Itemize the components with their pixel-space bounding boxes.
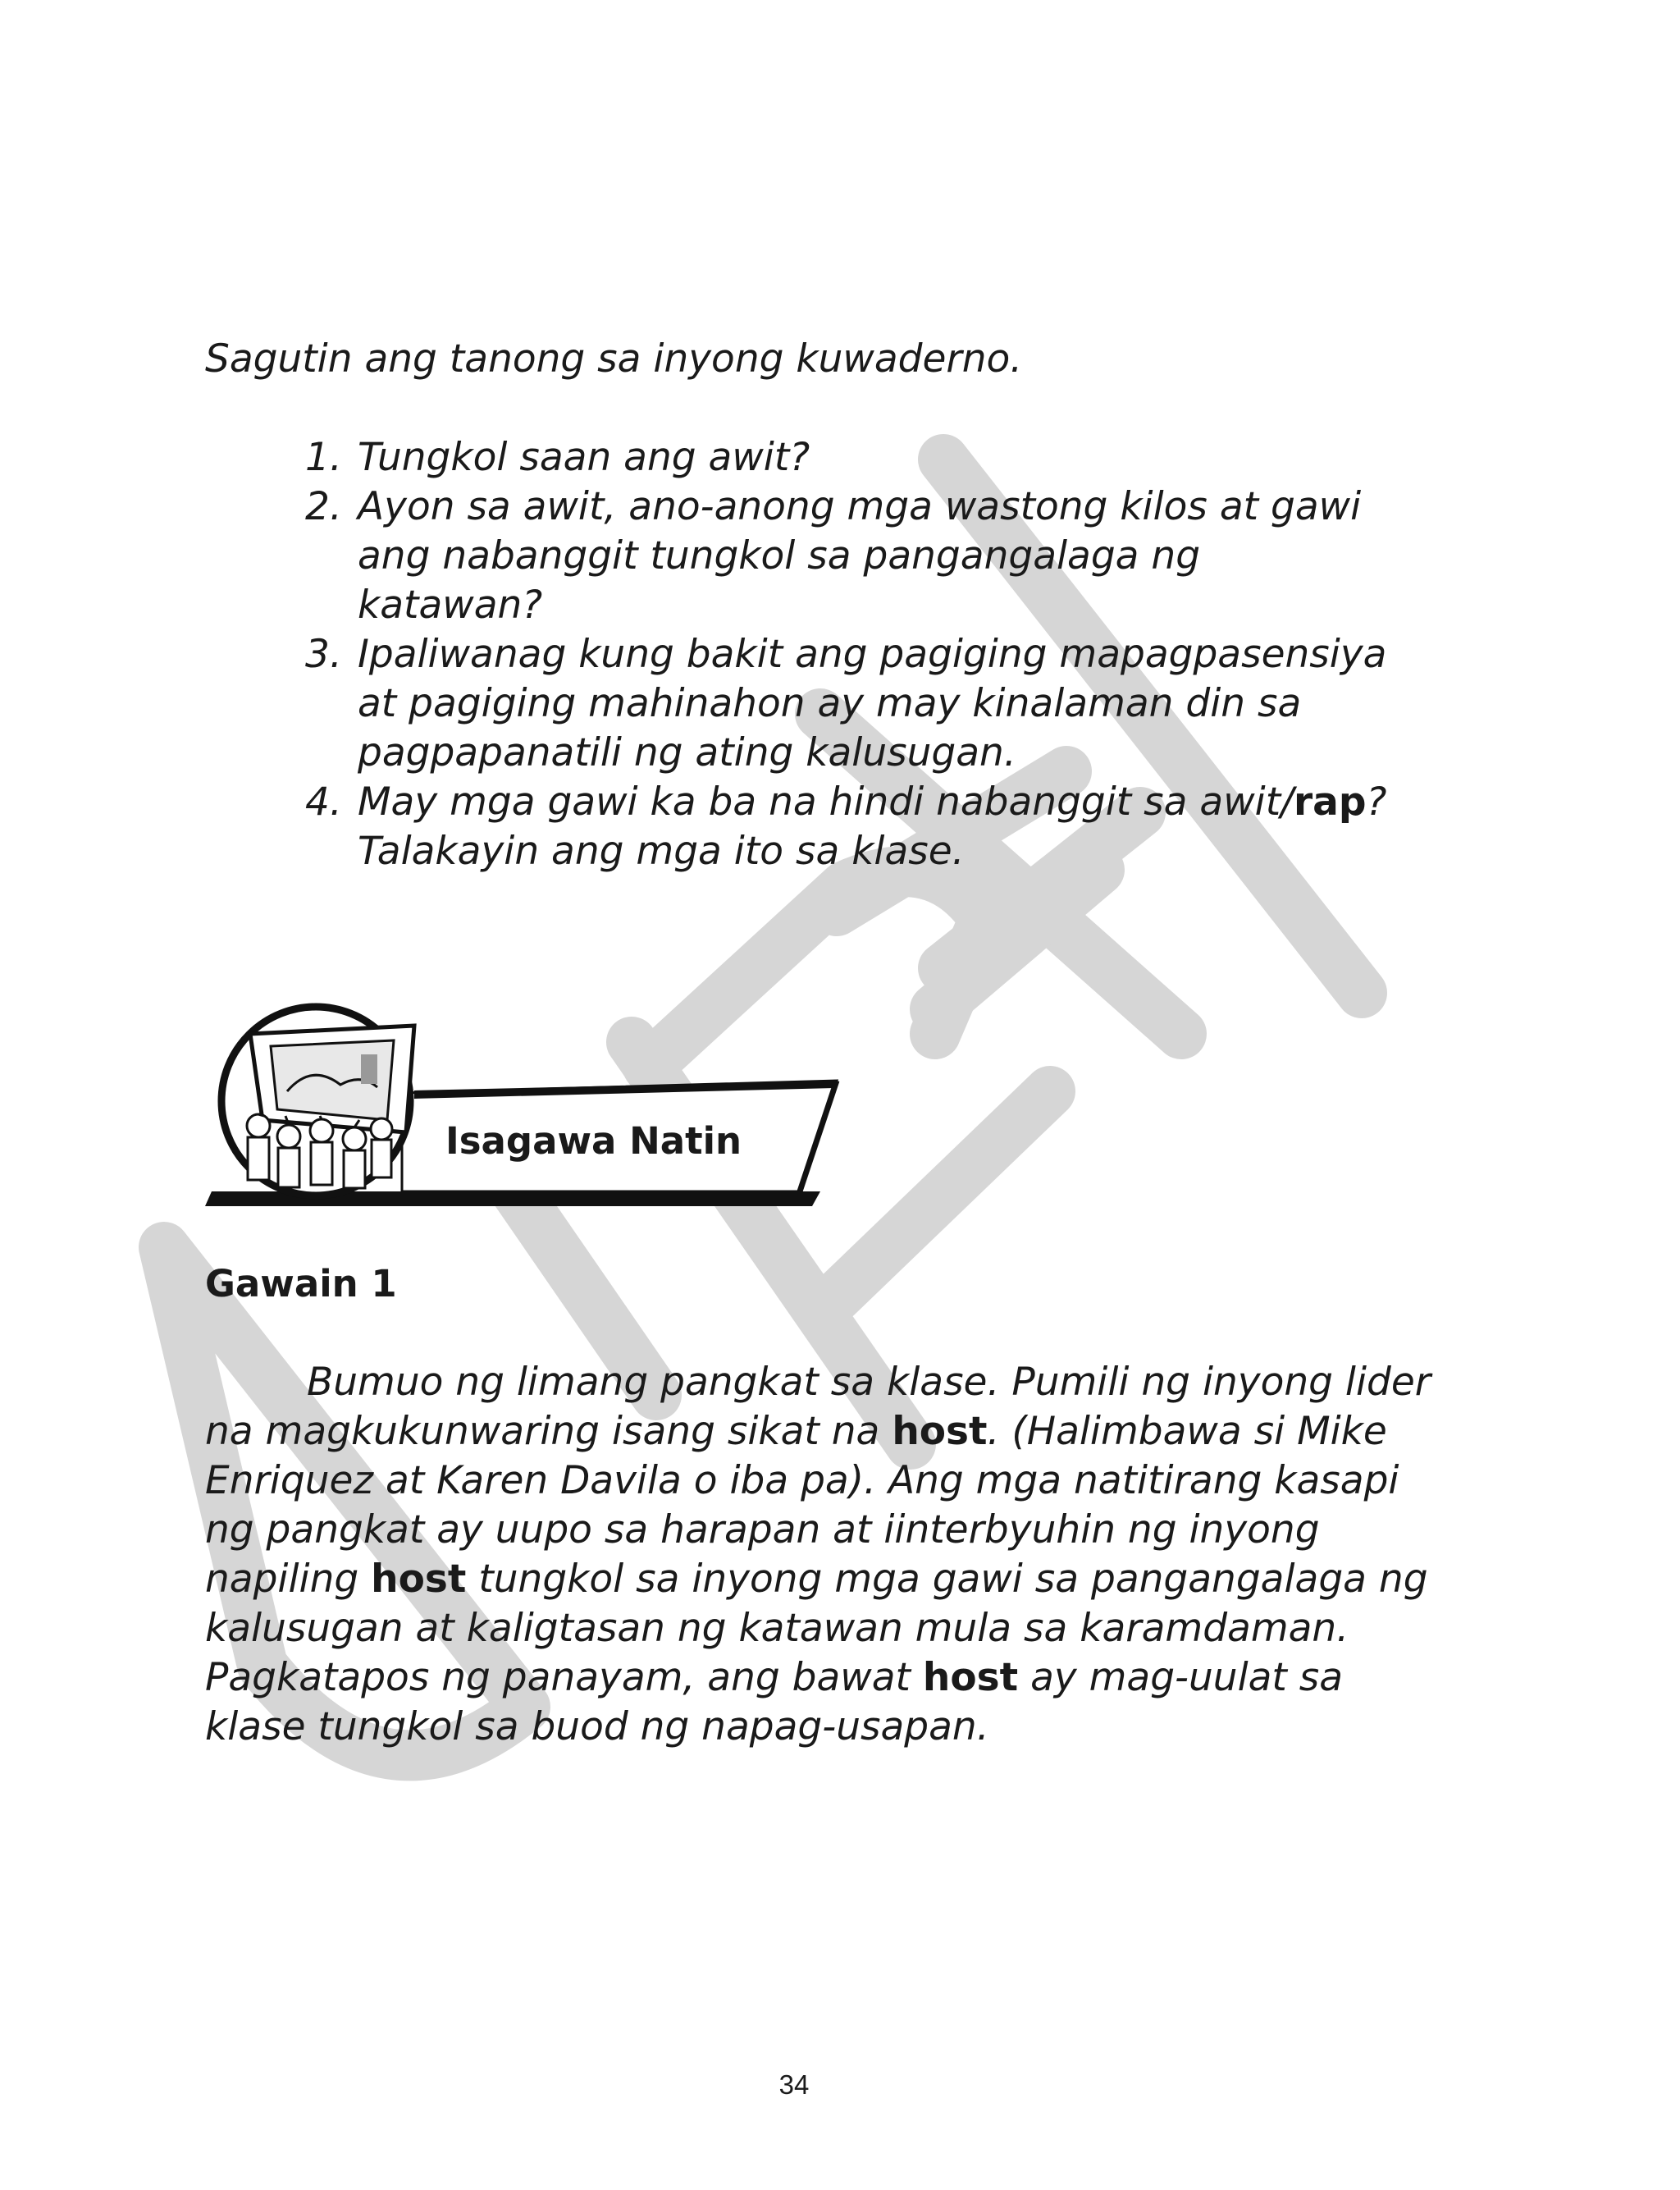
list-item: [305, 630, 1396, 778]
bold-term: host: [892, 1409, 988, 1454]
question-text: Ayon sa awit, ano-anong mga wastong kilos at gawi ang nabanggit tungkol sa pangangalaga ng katawan?: [358, 484, 1362, 628]
question-list: [305, 433, 1396, 876]
section-title: Isagawa Natin: [445, 1119, 742, 1163]
list-item: [305, 482, 1396, 630]
paragraph-text: Bumuo ng limang pangkat sa klase. Pumili ng inyong lider na magkukunwaring isang sikat na: [205, 1360, 1431, 1454]
question-text-end: ? Talakayin ang mga ito sa klase.: [358, 780, 1387, 874]
bold-term: host: [922, 1655, 1019, 1700]
paragraph-text: . (Halimbawa si Mike Enriquez at Karen Davila o iba pa). Ang mga natitirang kasapi ng pangkat ay uupo sa harapan at iinterbyuhin ng inyong napiling: [205, 1409, 1399, 1602]
bold-term: host: [371, 1557, 467, 1602]
list-item: [305, 778, 1396, 876]
item-number: 1.: [305, 435, 342, 480]
activity-paragraph: [205, 1358, 1436, 1752]
list-item: [305, 433, 1396, 482]
question-text: Tungkol saan ang awit?: [358, 435, 810, 480]
students-holding-picture-icon: [221, 1007, 414, 1196]
item-number: 2.: [305, 484, 342, 529]
bold-term: rap: [1293, 780, 1367, 825]
section-banner: [197, 985, 853, 1231]
activity-heading: Gawain 1: [205, 1262, 397, 1305]
paragraph-text: ay mag-uulat sa klase tungkol sa buod ng napag-usapan.: [205, 1655, 1344, 1749]
item-number: 4.: [305, 780, 342, 825]
instruction-text: Sagutin ang tanong sa inyong kuwaderno.: [205, 336, 1023, 382]
question-text: Ipaliwanag kung bakit ang pagiging mapagpasensiya at pagiging mahinahon ay may kinalaman din sa pagpapanatili ng ating kalusugan.: [358, 632, 1387, 775]
question-text-start: May mga gawi ka ba na hindi nabanggit sa awit/: [358, 780, 1294, 825]
page-number: 34: [778, 2069, 810, 2100]
item-number: 3.: [305, 632, 342, 677]
paragraph-text: tungkol sa inyong mga gawi sa pangangalaga ng kalusugan at kaligtasan ng katawan mula sa karamdaman. Pagkatapos ng panayam, ang bawat: [205, 1557, 1428, 1700]
